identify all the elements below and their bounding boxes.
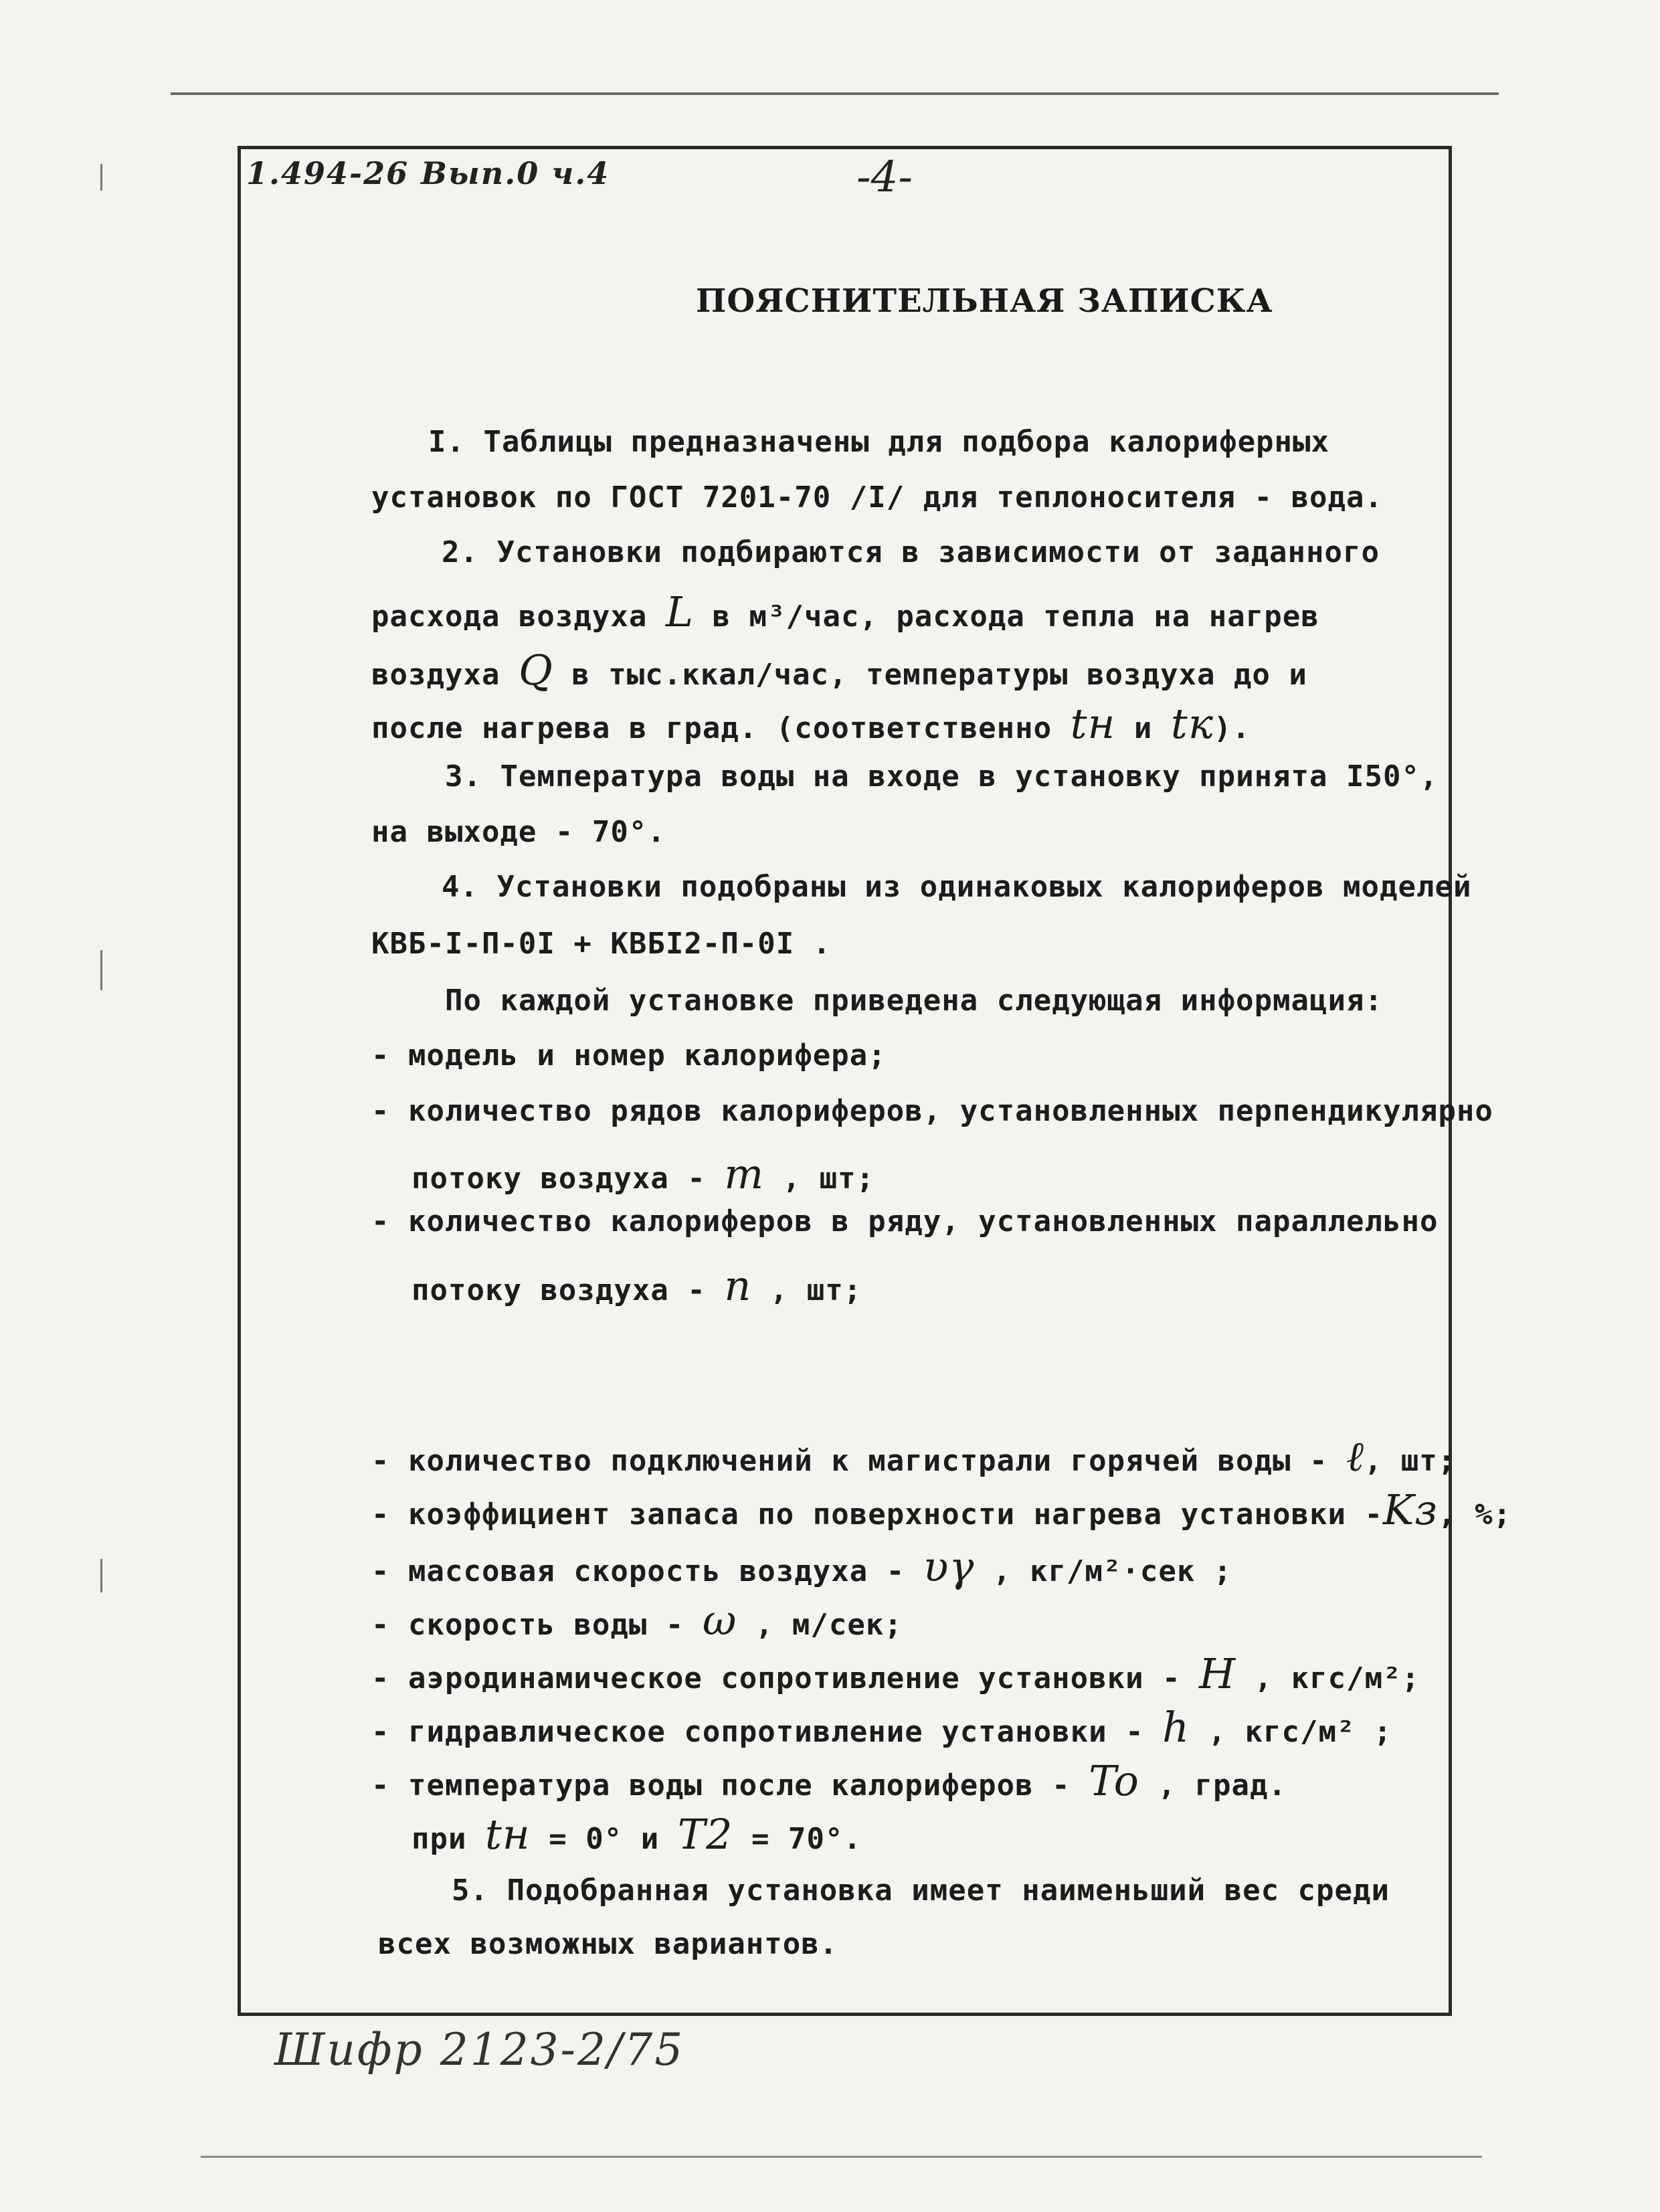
- text-line: установок по ГОСТ 7201-70 /I/ для теплоносителя - вода.: [371, 480, 1383, 515]
- symbol-tn: tн: [484, 1810, 531, 1859]
- list-item: - аэродинамическое сопротивление установки - H , кгс/м²;: [371, 1649, 1420, 1698]
- handwritten-cipher: Шифр 2123-2/75: [274, 2024, 685, 2076]
- margin-mark: [100, 164, 102, 191]
- symbol-tn: tн: [1070, 699, 1116, 748]
- list-item: - коэффициент запаса по поверхности нагрева установки -Kз, %;: [371, 1485, 1512, 1534]
- list-item: - модель и номер калорифера;: [371, 1038, 887, 1073]
- text-line: всех возможных вариантов.: [378, 1927, 838, 1961]
- symbol-n: n: [724, 1261, 752, 1310]
- text-line: воздуха Q в тыс.ккал/час, температуры воздуха до и: [371, 646, 1307, 695]
- symbol-l: L: [665, 587, 695, 636]
- text-line: 4. Установки подобраны из одинаковых калориферов моделей: [442, 870, 1472, 904]
- list-item: - количество калориферов в ряду, установленных параллельно: [371, 1204, 1439, 1238]
- symbol-m: m: [724, 1149, 765, 1198]
- symbol-q: Q: [518, 646, 553, 695]
- text-line: потоку воздуха - m , шт;: [411, 1149, 875, 1198]
- bottom-rule: [201, 2156, 1482, 2158]
- list-item: - температура воды после калориферов - To , град.: [371, 1756, 1287, 1805]
- list-item: - массовая скорость воздуха - υγ , кг/м²·сек ;: [371, 1542, 1232, 1591]
- symbol-h-lower: h: [1162, 1703, 1190, 1752]
- text-line: I. Таблицы предназначены для подбора калориферных: [428, 425, 1330, 459]
- symbol-to: To: [1089, 1756, 1140, 1805]
- document-code: 1.494-26 Вып.0 ч.4: [246, 155, 610, 191]
- symbol-upsilon-gamma: υγ: [923, 1542, 975, 1591]
- symbol-kz: Kз: [1382, 1485, 1439, 1534]
- list-item: - количество рядов калориферов, установленных перпендикулярно: [371, 1094, 1493, 1128]
- text-line: при tн = 0° и T2 = 70°.: [411, 1810, 862, 1859]
- text-line: на выходе - 70°.: [371, 815, 666, 849]
- text-line: расхода воздуха L в м³/час, расхода тепла на нагрев: [371, 587, 1319, 636]
- document-title: ПОЯСНИТЕЛЬНАЯ ЗАПИСКА: [696, 282, 1273, 320]
- list-item: - скорость воды - ω , м/сек;: [371, 1596, 903, 1645]
- text-line: 3. Температура воды на входе в установку принята I50°,: [445, 759, 1439, 794]
- margin-mark: [100, 950, 102, 990]
- symbol-omega: ω: [702, 1596, 737, 1645]
- top-rule: [171, 92, 1499, 95]
- symbol-t2: T2: [677, 1810, 733, 1859]
- text-line: 2. Установки подбираются в зависимости от заданного: [442, 535, 1380, 569]
- text-line: потоку воздуха - n , шт;: [411, 1261, 862, 1310]
- text-line: после нагрева в град. (соответственно tн и tк).: [371, 699, 1251, 748]
- margin-mark: [100, 1559, 102, 1592]
- symbol-tk: tк: [1170, 699, 1214, 748]
- text-line: КВБ-I-П-0I + КВБI2-П-0I .: [371, 927, 832, 961]
- symbol-h-upper: H: [1199, 1649, 1236, 1698]
- page-number: -4-: [856, 153, 913, 202]
- symbol-l-script: ℓ: [1346, 1432, 1364, 1481]
- text-line: По каждой установке приведена следующая информация:: [445, 984, 1384, 1018]
- text-line: 5. Подобранная установка имеет наименьший вес среди: [452, 1873, 1390, 1908]
- list-item: - количество подключений к магистрали горячей воды - ℓ, шт;: [371, 1432, 1457, 1481]
- list-item: - гидравлическое сопротивление установки - h , кгс/м² ;: [371, 1703, 1392, 1752]
